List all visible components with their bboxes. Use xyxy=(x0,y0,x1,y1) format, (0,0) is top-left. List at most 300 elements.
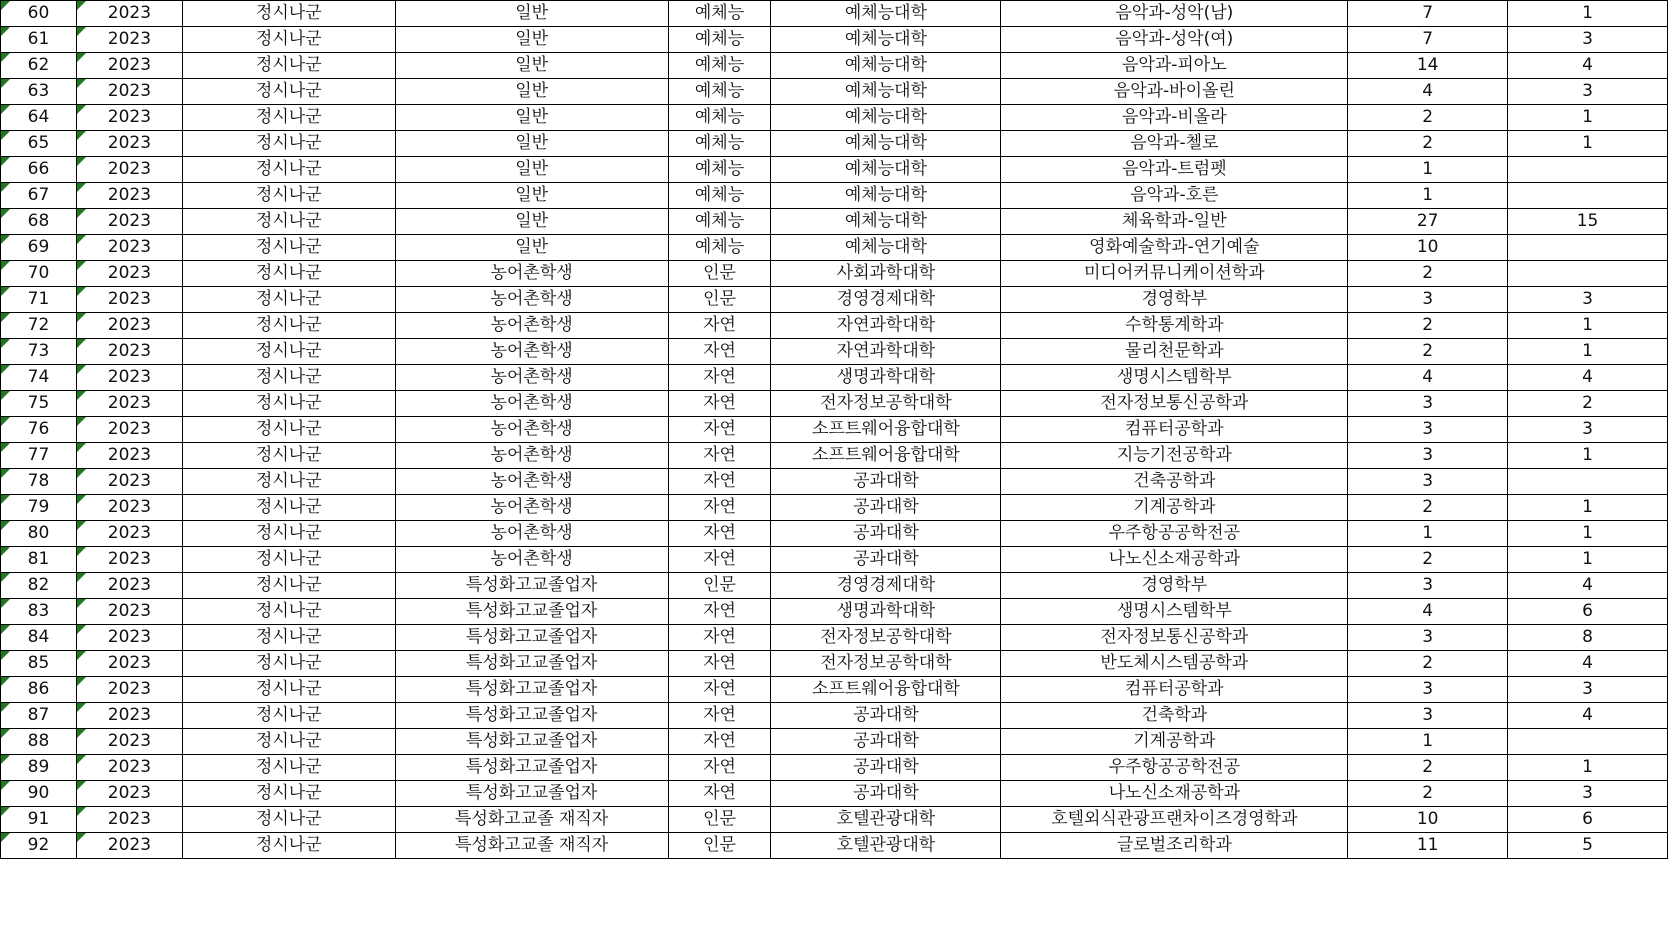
year-cell[interactable] xyxy=(76,287,182,313)
category-cell[interactable] xyxy=(395,677,668,703)
college-cell[interactable] xyxy=(771,391,1001,417)
row-number[interactable] xyxy=(1,781,77,807)
quota-cell[interactable] xyxy=(1348,209,1508,235)
row-number[interactable] xyxy=(1,807,77,833)
result-cell[interactable] xyxy=(1508,79,1668,105)
year-cell[interactable] xyxy=(76,755,182,781)
error-indicator-icon xyxy=(77,365,86,374)
admission-type-cell[interactable] xyxy=(182,833,395,859)
result-cell[interactable] xyxy=(1508,27,1668,53)
department-cell[interactable] xyxy=(1001,79,1348,105)
result-cell[interactable] xyxy=(1508,339,1668,365)
result-cell[interactable] xyxy=(1508,417,1668,443)
year-cell[interactable] xyxy=(76,495,182,521)
admission-type-cell[interactable] xyxy=(182,183,395,209)
year-cell[interactable] xyxy=(76,105,182,131)
admission-type-cell[interactable] xyxy=(182,573,395,599)
year-cell[interactable] xyxy=(76,339,182,365)
college-cell[interactable] xyxy=(771,703,1001,729)
department-cell[interactable] xyxy=(1001,27,1348,53)
quota-cell[interactable] xyxy=(1348,27,1508,53)
college-cell[interactable] xyxy=(771,1,1001,27)
row-number[interactable] xyxy=(1,469,77,495)
admission-type-cell[interactable] xyxy=(182,391,395,417)
quota-cell[interactable] xyxy=(1348,1,1508,27)
result-cell[interactable] xyxy=(1508,599,1668,625)
track-cell[interactable] xyxy=(668,287,771,313)
result-cell[interactable] xyxy=(1508,235,1668,261)
cell-text: 전자정보공학대학 xyxy=(820,653,952,673)
quota-cell[interactable] xyxy=(1348,105,1508,131)
college-cell[interactable] xyxy=(771,53,1001,79)
result-cell[interactable] xyxy=(1508,53,1668,79)
college-cell[interactable] xyxy=(771,547,1001,573)
college-cell[interactable] xyxy=(771,157,1001,183)
admission-type-cell[interactable] xyxy=(182,807,395,833)
year-cell[interactable] xyxy=(76,235,182,261)
track-cell[interactable] xyxy=(668,53,771,79)
college-cell[interactable] xyxy=(771,339,1001,365)
year-cell[interactable] xyxy=(76,365,182,391)
result-cell[interactable] xyxy=(1508,209,1668,235)
department-cell[interactable] xyxy=(1001,625,1348,651)
year-cell[interactable] xyxy=(76,521,182,547)
category-cell[interactable] xyxy=(395,807,668,833)
admission-type-cell[interactable] xyxy=(182,521,395,547)
department-cell[interactable] xyxy=(1001,651,1348,677)
department-cell[interactable] xyxy=(1001,417,1348,443)
year-cell[interactable] xyxy=(76,729,182,755)
department-cell[interactable] xyxy=(1001,287,1348,313)
category-cell[interactable] xyxy=(395,781,668,807)
result-cell[interactable] xyxy=(1508,391,1668,417)
result-cell[interactable] xyxy=(1508,807,1668,833)
track-cell[interactable] xyxy=(668,391,771,417)
admission-type-cell[interactable] xyxy=(182,105,395,131)
row-number[interactable] xyxy=(1,105,77,131)
college-cell[interactable] xyxy=(771,365,1001,391)
year-cell[interactable] xyxy=(76,27,182,53)
row-number[interactable] xyxy=(1,365,77,391)
admission-type-cell[interactable] xyxy=(182,547,395,573)
category-cell[interactable] xyxy=(395,79,668,105)
track-cell[interactable] xyxy=(668,625,771,651)
admission-type-cell[interactable] xyxy=(182,495,395,521)
track-cell[interactable] xyxy=(668,755,771,781)
admission-type-cell[interactable] xyxy=(182,365,395,391)
category-cell[interactable] xyxy=(395,625,668,651)
admission-type-cell[interactable] xyxy=(182,53,395,79)
row-number[interactable] xyxy=(1,651,77,677)
quota-cell[interactable] xyxy=(1348,365,1508,391)
admission-type-cell[interactable] xyxy=(182,703,395,729)
college-cell[interactable] xyxy=(771,781,1001,807)
track-cell[interactable] xyxy=(668,469,771,495)
row-number[interactable] xyxy=(1,131,77,157)
quota-cell[interactable] xyxy=(1348,53,1508,79)
track-cell[interactable] xyxy=(668,209,771,235)
year-cell[interactable] xyxy=(76,677,182,703)
result-cell[interactable] xyxy=(1508,781,1668,807)
admission-type-cell[interactable] xyxy=(182,599,395,625)
college-cell[interactable] xyxy=(771,677,1001,703)
category-cell[interactable] xyxy=(395,833,668,859)
row-number[interactable] xyxy=(1,521,77,547)
table-row xyxy=(1,105,1668,131)
category-cell[interactable] xyxy=(395,703,668,729)
row-number[interactable] xyxy=(1,313,77,339)
admission-type-cell[interactable] xyxy=(182,131,395,157)
year-cell[interactable] xyxy=(76,183,182,209)
track-cell[interactable] xyxy=(668,183,771,209)
admission-type-cell[interactable] xyxy=(182,443,395,469)
track-cell[interactable] xyxy=(668,261,771,287)
admission-type-cell[interactable] xyxy=(182,1,395,27)
category-cell[interactable] xyxy=(395,521,668,547)
track-cell[interactable] xyxy=(668,27,771,53)
admission-type-cell[interactable] xyxy=(182,781,395,807)
quota-cell[interactable] xyxy=(1348,625,1508,651)
row-number[interactable] xyxy=(1,677,77,703)
row-number[interactable] xyxy=(1,209,77,235)
quota-cell[interactable] xyxy=(1348,573,1508,599)
result-cell[interactable] xyxy=(1508,833,1668,859)
result-cell[interactable] xyxy=(1508,287,1668,313)
track-cell[interactable] xyxy=(668,703,771,729)
result-cell[interactable] xyxy=(1508,469,1668,495)
row-number[interactable] xyxy=(1,287,77,313)
category-cell[interactable] xyxy=(395,27,668,53)
department-cell[interactable] xyxy=(1001,573,1348,599)
track-cell[interactable] xyxy=(668,521,771,547)
quota-cell[interactable] xyxy=(1348,313,1508,339)
department-cell[interactable] xyxy=(1001,521,1348,547)
quota-cell[interactable] xyxy=(1348,183,1508,209)
row-number[interactable] xyxy=(1,547,77,573)
row-number[interactable] xyxy=(1,157,77,183)
row-number[interactable] xyxy=(1,755,77,781)
quota-cell[interactable] xyxy=(1348,521,1508,547)
row-number[interactable] xyxy=(1,703,77,729)
year-cell[interactable] xyxy=(76,417,182,443)
result-cell[interactable] xyxy=(1508,1,1668,27)
category-cell[interactable] xyxy=(395,235,668,261)
college-cell[interactable] xyxy=(771,261,1001,287)
result-cell[interactable] xyxy=(1508,443,1668,469)
category-cell[interactable] xyxy=(395,339,668,365)
quota-cell[interactable] xyxy=(1348,651,1508,677)
category-cell[interactable] xyxy=(395,729,668,755)
row-number[interactable] xyxy=(1,27,77,53)
admission-type-cell[interactable] xyxy=(182,27,395,53)
quota-cell[interactable] xyxy=(1348,79,1508,105)
department-cell[interactable] xyxy=(1001,157,1348,183)
track-cell[interactable] xyxy=(668,105,771,131)
track-cell[interactable] xyxy=(668,781,771,807)
department-cell[interactable] xyxy=(1001,547,1348,573)
department-cell[interactable] xyxy=(1001,469,1348,495)
department-cell[interactable] xyxy=(1001,105,1348,131)
admission-type-cell[interactable] xyxy=(182,625,395,651)
department-cell[interactable] xyxy=(1001,1,1348,27)
row-number[interactable] xyxy=(1,79,77,105)
year-cell[interactable] xyxy=(76,547,182,573)
department-cell[interactable] xyxy=(1001,807,1348,833)
year-cell[interactable] xyxy=(76,53,182,79)
year-cell[interactable] xyxy=(76,391,182,417)
row-number[interactable] xyxy=(1,417,77,443)
year-cell[interactable] xyxy=(76,313,182,339)
college-cell[interactable] xyxy=(771,105,1001,131)
category-cell[interactable] xyxy=(395,495,668,521)
quota-cell[interactable] xyxy=(1348,339,1508,365)
quota-cell[interactable] xyxy=(1348,287,1508,313)
college-cell[interactable] xyxy=(771,729,1001,755)
college-cell[interactable] xyxy=(771,755,1001,781)
category-cell[interactable] xyxy=(395,391,668,417)
quota-cell[interactable] xyxy=(1348,495,1508,521)
quota-cell[interactable] xyxy=(1348,729,1508,755)
college-cell[interactable] xyxy=(771,417,1001,443)
year-cell[interactable] xyxy=(76,157,182,183)
category-cell[interactable] xyxy=(395,469,668,495)
year-cell[interactable] xyxy=(76,469,182,495)
row-number[interactable] xyxy=(1,261,77,287)
college-cell[interactable] xyxy=(771,521,1001,547)
college-cell[interactable] xyxy=(771,79,1001,105)
track-cell[interactable] xyxy=(668,729,771,755)
track-cell[interactable] xyxy=(668,495,771,521)
quota-cell[interactable] xyxy=(1348,781,1508,807)
college-cell[interactable] xyxy=(771,807,1001,833)
row-number[interactable] xyxy=(1,183,77,209)
result-cell[interactable] xyxy=(1508,703,1668,729)
college-cell[interactable] xyxy=(771,131,1001,157)
quota-cell[interactable] xyxy=(1348,469,1508,495)
college-cell[interactable] xyxy=(771,495,1001,521)
admission-type-cell[interactable] xyxy=(182,79,395,105)
department-cell[interactable] xyxy=(1001,313,1348,339)
department-cell[interactable] xyxy=(1001,677,1348,703)
track-cell[interactable] xyxy=(668,313,771,339)
category-cell[interactable] xyxy=(395,547,668,573)
row-number[interactable] xyxy=(1,625,77,651)
quota-cell[interactable] xyxy=(1348,703,1508,729)
admission-type-cell[interactable] xyxy=(182,729,395,755)
admission-type-cell[interactable] xyxy=(182,157,395,183)
college-cell[interactable] xyxy=(771,625,1001,651)
row-number[interactable] xyxy=(1,833,77,859)
row-number[interactable] xyxy=(1,235,77,261)
college-cell[interactable] xyxy=(771,183,1001,209)
row-number[interactable] xyxy=(1,339,77,365)
year-cell[interactable] xyxy=(76,1,182,27)
track-cell[interactable] xyxy=(668,677,771,703)
department-cell[interactable] xyxy=(1001,131,1348,157)
admission-type-cell[interactable] xyxy=(182,235,395,261)
row-number[interactable] xyxy=(1,599,77,625)
year-cell[interactable] xyxy=(76,79,182,105)
college-cell[interactable] xyxy=(771,209,1001,235)
row-number[interactable] xyxy=(1,391,77,417)
admission-type-cell[interactable] xyxy=(182,287,395,313)
admission-type-cell[interactable] xyxy=(182,755,395,781)
result-cell[interactable] xyxy=(1508,651,1668,677)
result-cell[interactable] xyxy=(1508,677,1668,703)
result-cell[interactable] xyxy=(1508,365,1668,391)
year-cell[interactable] xyxy=(76,703,182,729)
track-cell[interactable] xyxy=(668,157,771,183)
year-cell[interactable] xyxy=(76,131,182,157)
quota-cell[interactable] xyxy=(1348,261,1508,287)
year-cell[interactable] xyxy=(76,807,182,833)
track-cell[interactable] xyxy=(668,339,771,365)
admission-type-cell[interactable] xyxy=(182,651,395,677)
track-cell[interactable] xyxy=(668,417,771,443)
quota-cell[interactable] xyxy=(1348,807,1508,833)
department-cell[interactable] xyxy=(1001,209,1348,235)
quota-cell[interactable] xyxy=(1348,677,1508,703)
row-number[interactable] xyxy=(1,495,77,521)
quota-cell[interactable] xyxy=(1348,157,1508,183)
college-cell[interactable] xyxy=(771,313,1001,339)
year-cell[interactable] xyxy=(76,599,182,625)
category-cell[interactable] xyxy=(395,417,668,443)
result-cell[interactable] xyxy=(1508,313,1668,339)
category-cell[interactable] xyxy=(395,105,668,131)
department-cell[interactable] xyxy=(1001,339,1348,365)
year-cell[interactable] xyxy=(76,625,182,651)
department-cell[interactable] xyxy=(1001,495,1348,521)
row-number[interactable] xyxy=(1,53,77,79)
category-cell[interactable] xyxy=(395,573,668,599)
admission-type-cell[interactable] xyxy=(182,339,395,365)
track-cell[interactable] xyxy=(668,651,771,677)
result-cell[interactable] xyxy=(1508,573,1668,599)
quota-cell[interactable] xyxy=(1348,443,1508,469)
quota-cell[interactable] xyxy=(1348,391,1508,417)
year-cell[interactable] xyxy=(76,209,182,235)
result-cell[interactable] xyxy=(1508,729,1668,755)
department-cell[interactable] xyxy=(1001,183,1348,209)
track-cell[interactable] xyxy=(668,599,771,625)
year-cell[interactable] xyxy=(76,573,182,599)
category-cell[interactable] xyxy=(395,599,668,625)
year-cell[interactable] xyxy=(76,781,182,807)
track-cell[interactable] xyxy=(668,235,771,261)
department-cell[interactable] xyxy=(1001,781,1348,807)
quota-cell[interactable] xyxy=(1348,547,1508,573)
result-cell[interactable] xyxy=(1508,755,1668,781)
row-number[interactable] xyxy=(1,443,77,469)
admission-type-cell[interactable] xyxy=(182,261,395,287)
quota-cell[interactable] xyxy=(1348,833,1508,859)
department-cell[interactable] xyxy=(1001,703,1348,729)
college-cell[interactable] xyxy=(771,443,1001,469)
admission-type-cell[interactable] xyxy=(182,469,395,495)
category-cell[interactable] xyxy=(395,183,668,209)
result-cell[interactable] xyxy=(1508,521,1668,547)
row-number[interactable] xyxy=(1,729,77,755)
year-cell[interactable] xyxy=(76,261,182,287)
track-cell[interactable] xyxy=(668,807,771,833)
college-cell[interactable] xyxy=(771,235,1001,261)
row-number[interactable] xyxy=(1,573,77,599)
admission-type-cell[interactable] xyxy=(182,313,395,339)
college-cell[interactable] xyxy=(771,469,1001,495)
result-cell[interactable] xyxy=(1508,547,1668,573)
track-cell[interactable] xyxy=(668,443,771,469)
result-cell[interactable] xyxy=(1508,183,1668,209)
admission-type-cell[interactable] xyxy=(182,417,395,443)
category-cell[interactable] xyxy=(395,261,668,287)
quota-cell[interactable] xyxy=(1348,417,1508,443)
result-cell[interactable] xyxy=(1508,105,1668,131)
year-cell[interactable] xyxy=(76,443,182,469)
result-cell[interactable] xyxy=(1508,157,1668,183)
department-cell[interactable] xyxy=(1001,833,1348,859)
result-cell[interactable] xyxy=(1508,625,1668,651)
department-cell[interactable] xyxy=(1001,729,1348,755)
category-cell[interactable] xyxy=(395,157,668,183)
quota-cell[interactable] xyxy=(1348,131,1508,157)
year-cell[interactable] xyxy=(76,833,182,859)
department-cell[interactable] xyxy=(1001,391,1348,417)
track-cell[interactable] xyxy=(668,547,771,573)
track-cell[interactable] xyxy=(668,833,771,859)
category-cell[interactable] xyxy=(395,287,668,313)
track-cell[interactable] xyxy=(668,1,771,27)
college-cell[interactable] xyxy=(771,287,1001,313)
quota-cell[interactable] xyxy=(1348,599,1508,625)
department-cell[interactable] xyxy=(1001,261,1348,287)
quota-cell[interactable] xyxy=(1348,755,1508,781)
college-cell[interactable] xyxy=(771,573,1001,599)
department-cell[interactable] xyxy=(1001,365,1348,391)
category-cell[interactable] xyxy=(395,313,668,339)
year-cell[interactable] xyxy=(76,651,182,677)
category-cell[interactable] xyxy=(395,131,668,157)
track-cell[interactable] xyxy=(668,131,771,157)
college-cell[interactable] xyxy=(771,651,1001,677)
department-cell[interactable] xyxy=(1001,599,1348,625)
category-cell[interactable] xyxy=(395,1,668,27)
college-cell[interactable] xyxy=(771,599,1001,625)
admission-type-cell[interactable] xyxy=(182,677,395,703)
result-cell[interactable] xyxy=(1508,495,1668,521)
category-cell[interactable] xyxy=(395,53,668,79)
department-cell[interactable] xyxy=(1001,53,1348,79)
quota-cell[interactable] xyxy=(1348,235,1508,261)
college-cell[interactable] xyxy=(771,27,1001,53)
result-cell[interactable] xyxy=(1508,131,1668,157)
row-number[interactable] xyxy=(1,1,77,27)
category-cell[interactable] xyxy=(395,365,668,391)
department-cell[interactable] xyxy=(1001,755,1348,781)
result-cell[interactable] xyxy=(1508,261,1668,287)
admission-type-cell[interactable] xyxy=(182,209,395,235)
department-cell[interactable] xyxy=(1001,443,1348,469)
college-cell[interactable] xyxy=(771,833,1001,859)
category-cell[interactable] xyxy=(395,443,668,469)
category-cell[interactable] xyxy=(395,755,668,781)
track-cell[interactable] xyxy=(668,365,771,391)
department-cell[interactable] xyxy=(1001,235,1348,261)
category-cell[interactable] xyxy=(395,651,668,677)
track-cell[interactable] xyxy=(668,573,771,599)
track-cell[interactable] xyxy=(668,79,771,105)
category-cell[interactable] xyxy=(395,209,668,235)
